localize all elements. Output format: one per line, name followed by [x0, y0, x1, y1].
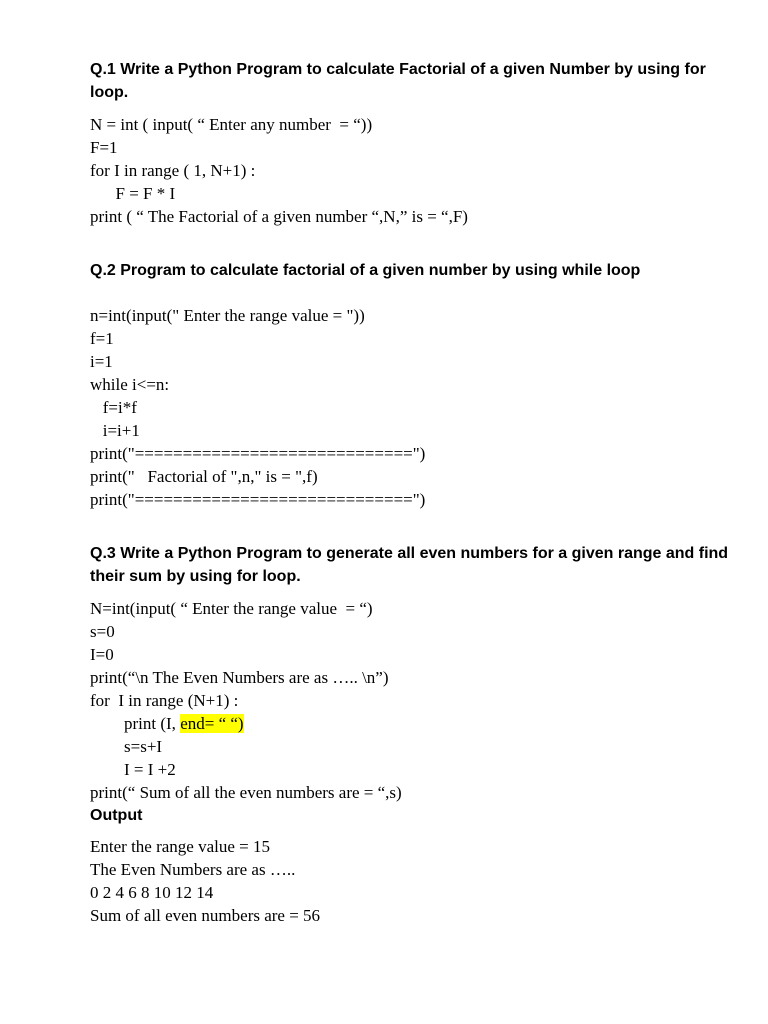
code-line: print("=============================") — [90, 444, 426, 463]
code-line: f=i*f — [90, 398, 137, 417]
code-line: print(“ Sum of all the even numbers are = “,s) — [90, 783, 402, 802]
code-line: I = I +2 — [90, 760, 176, 779]
output-block — [90, 835, 730, 927]
code-line: i=1 — [90, 352, 113, 371]
code-line: I=0 — [90, 645, 114, 664]
q1-heading: Q.1 Write a Python Program to calculate Factorial of a given Number by using for loop. — [90, 61, 706, 101]
output-line: Sum of all even numbers are = 56 — [90, 906, 321, 925]
code-line: N=int(input( “ Enter the range value = “) — [90, 599, 373, 618]
document-page — [90, 58, 730, 927]
output-heading: Output — [90, 807, 143, 824]
code-line: N = int ( input( “ Enter any number = “)) — [90, 115, 373, 134]
code-line: i=i+1 — [90, 421, 140, 440]
code-line: s=s+I — [90, 737, 163, 756]
code-line: while i<=n: — [90, 375, 170, 394]
q2-code-block — [90, 304, 730, 511]
output-line: The Even Numbers are as ….. — [90, 860, 296, 879]
code-line: print("=============================") — [90, 490, 426, 509]
code-line: print(" Factorial of ",n," is = ",f) — [90, 467, 318, 486]
code-line: n=int(input(" Enter the range value = ")) — [90, 306, 365, 325]
code-line: F=1 — [90, 138, 118, 157]
output-line: 0 2 4 6 8 10 12 14 — [90, 883, 214, 902]
print-prefix: print (I, — [90, 714, 181, 733]
q2-heading: Q.2 Program to calculate factorial of a given number by using while loop — [90, 262, 641, 279]
code-line: s=0 — [90, 622, 115, 641]
code-line: for I in range (N+1) : — [90, 691, 239, 710]
code-line: for I in range ( 1, N+1) : — [90, 161, 256, 180]
code-line: f=1 — [90, 329, 114, 348]
code-line: print ( “ The Factorial of a given number “,N,” is = “,F) — [90, 207, 468, 226]
q1-code-block — [90, 113, 730, 228]
output-line: Enter the range value = 15 — [90, 837, 270, 856]
q3-heading: Q.3 Write a Python Program to generate all even numbers for a given range and find their sum by using for loop. — [90, 545, 729, 585]
code-line-print — [90, 712, 730, 735]
q3-code-block — [90, 597, 730, 804]
code-line: F = F * I — [90, 184, 176, 203]
highlighted-end-argument: end= “ “) — [180, 714, 244, 733]
code-line: print(“\n The Even Numbers are as ….. \n”) — [90, 668, 389, 687]
